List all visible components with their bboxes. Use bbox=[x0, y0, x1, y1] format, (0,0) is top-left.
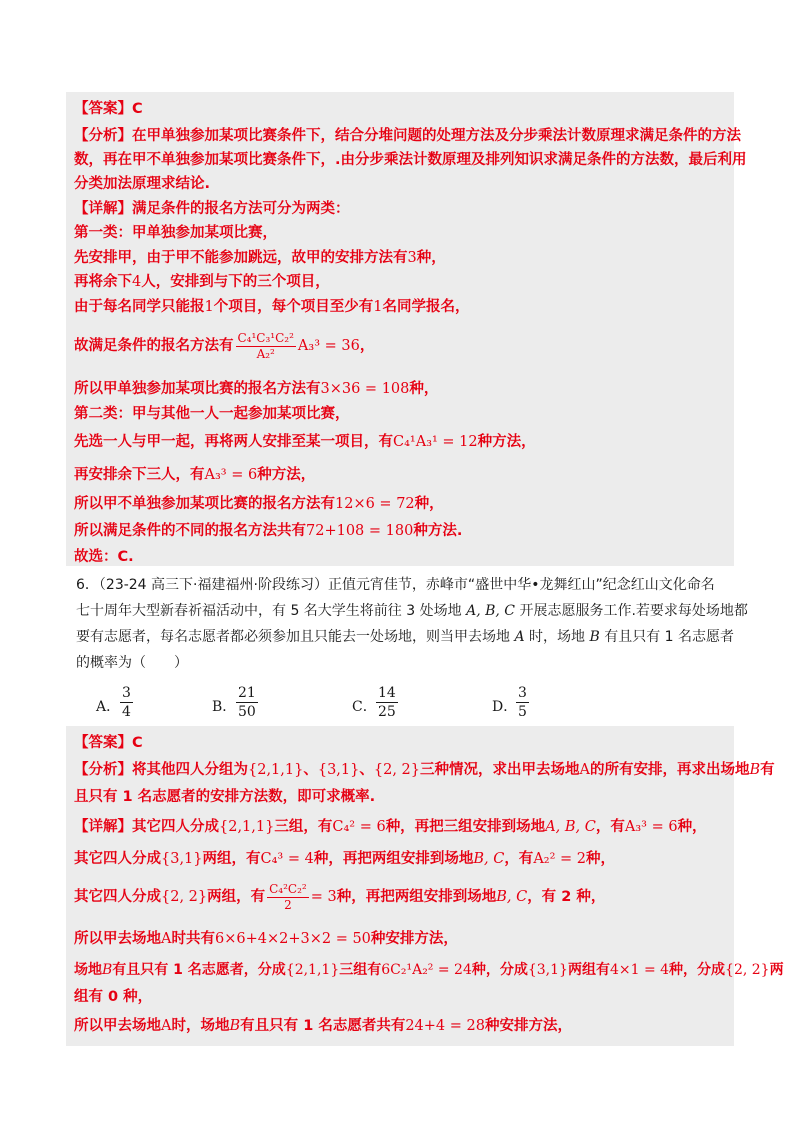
detail2-line-3: 其它四人分成{2, 2}两组，有 $\frac{\text{C₄²C₂²}}{2}$ = 3种，再把两组安排到场地B, C，有 2 种， bbox=[74, 881, 606, 912]
detail2-line-6: 组有 0 种， bbox=[74, 989, 153, 1005]
analysis-line-2: 数，再在甲不单独参加某项比赛条件下，.由分步乘法计数原理及排列知识求满足条件的方法数，最后利用 bbox=[74, 152, 747, 168]
detail-line-a4: 故满足条件的报名方法有 $\frac{\text{C₄¹C₃¹C₂²}}{\text{A₂²}}$ A₃³ = 36， bbox=[74, 330, 375, 361]
document-page: 【答案】C 【分析】在甲单独参加某项比赛条件下，结合分堆问题的处理方法及分步乘法计数原理求满足条件的方法 数，再在甲不单独参加某项比赛条件下，.由分步乘法计数原理及排列知识求满足条件的方法数，最后利用 分类加法原理求结论. 【详解】满足条件的报名方法可分为两类： 第一类：甲单独参加某项比赛， 先安排甲，由于甲不能参加跳远，故甲的安排方法有3种， 再将余下4人，安排到与下的三个项目， 由于每名同学只能报1个项目，每个项目至少有1名同学报名， 故满足条件的报名方法有 $\frac{\text{C₄¹C₃¹C₂²}}{\text{A₂²}}$ A₃³ = 36， 所以甲单独参加某项比赛的报名方法有3×36 = 108种， 第二类：甲与其他一人一起参加某项比赛， 先选一人与甲一起，再将两人安排至某一项目，有C₄¹A₃¹ = 12种方法， 再安排余下三人，有A₃³ = 6种方法， 所以甲不单独参加某项比赛的报名方法有12×6 = 72种， 所以满足条件的不同的报名方法共有72+108 = 180种方法. 故选：C. 6．（23-24 高三下·福建福州·阶段练习）正值元宵佳节，赤峰市“盛世中华•龙舞红山”纪念红山文化命名 七十周年大型新春祈福活动中，有 5 名大学生将前往 3 处场地 A, B, C 开展志愿服务工作.若要求每处场地都 要有志愿者，每名志愿者都必须参加且只能去一处场地，则当甲去场地 A 时，场地 B 有且只有 1 名志愿者 的概率为（ ） A． $\frac{3}{4}$ B． $\frac{21}{50}$ C． $\frac{14}{25}$ D． $\frac{3}{5}$ 【答案】C 【分析】将其他四人分组为{2,1,1}、{3,1}、{2, 2}三种情况，求出甲去场地A的所有安排，再求出场地B有 且只有 1 名志愿者的安排方法数，即可求概率. 【详解】其它四人分成{2,1,1}三组，有C₄² = 6种，再把三组安排到场地A, B, C，有A₃³ = 6种， 其它四人分成{3,1}两组，有C₄³ = 4种，再把两组安排到场地B, C，有A₂² = 2种， 其它四人分成{2, 2}两组，有 $\frac{\text{C₄²C₂²}}{2}$ = 3种，再把两组安排到场地B, C，有 2 种， 所以甲去场地A时共有6×6+4×2+3×2 = 50种安排方法， 场地B有且只有 1 名志愿者，分成{2,1,1}三组有6C₂¹A₂² = 24种，分成{3,1}两组有4×1 = 4种，分成{2, 2}两 组有 0 种， 所以甲去场地A时，场地B有且只有 1 名志愿者共有24+4 = 28种安排方法， bbox=[0, 0, 800, 1132]
detail-line-a5: 所以甲单独参加某项比赛的报名方法有3×36 = 108种， bbox=[74, 381, 439, 397]
fraction-formula-2: $\frac{\text{C₄²C₂²}}{2}$ bbox=[269, 881, 307, 912]
analysis-line-1: 【分析】在甲单独参加某项比赛条件下，结合分堆问题的处理方法及分步乘法计数原理求满足条件的方法 bbox=[74, 128, 741, 144]
question-line-1: 6．（23-24 高三下·福建福州·阶段练习）正值元宵佳节，赤峰市“盛世中华•龙舞红山”纪念红山文化命名 bbox=[76, 577, 715, 593]
detail-line-1: 【详解】满足条件的报名方法可分为两类： bbox=[74, 201, 350, 217]
question-line-3: 要有志愿者，每名志愿者都必须参加且只能去一处场地，则当甲去场地 A 时，场地 B 有且只有 1 名志愿者 bbox=[76, 629, 735, 645]
detail2-line-7: 所以甲去场地A时，场地B有且只有 1 名志愿者共有24+4 = 28种安排方法， bbox=[74, 1018, 572, 1034]
answer-line-1: 【答案】C bbox=[74, 101, 143, 117]
detail-line-b3: 所以甲不单独参加某项比赛的报名方法有12×6 = 72种， bbox=[74, 496, 444, 512]
detail-line-a2: 再将余下4人，安排到与下的三个项目， bbox=[74, 274, 330, 290]
detail-line-a1: 先安排甲，由于甲不能参加跳远，故甲的安排方法有3种， bbox=[74, 250, 446, 266]
question-line-4: 的概率为（ ） bbox=[76, 655, 188, 671]
answer-line-2: 【答案】C bbox=[74, 735, 143, 751]
detail-line-b1: 先选一人与甲一起，再将两人安排至某一项目，有C₄¹A₃¹ = 12种方法， bbox=[74, 434, 536, 450]
detail-line-b2: 再安排余下三人，有A₃³ = 6种方法， bbox=[74, 467, 316, 483]
class2-heading: 第二类：甲与其他一人一起参加某项比赛， bbox=[74, 406, 350, 422]
detail2-line-4: 所以甲去场地A时共有6×6+4×2+3×2 = 50种安排方法， bbox=[74, 931, 458, 947]
question-line-2: 七十周年大型新春祈福活动中，有 5 名大学生将前往 3 处场地 A, B, C 开展志愿服务工作.若要求每处场地都 bbox=[76, 603, 748, 619]
analysis2-line-1: 【分析】将其他四人分组为{2,1,1}、{3,1}、{2, 2}三种情况，求出甲去场地A的所有安排，再求出场地B有 bbox=[74, 762, 775, 778]
detail2-line-1: 【详解】其它四人分成{2,1,1}三组，有C₄² = 6种，再把三组安排到场地A, B, C，有A₃³ = 6种， bbox=[74, 819, 707, 835]
choose-line-1: 故选：C. bbox=[74, 549, 134, 565]
detail2-line-2: 其它四人分成{3,1}两组，有C₄³ = 4种，再把两组安排到场地B, C，有A₂² = 2种， bbox=[74, 851, 616, 867]
analysis-line-3: 分类加法原理求结论. bbox=[74, 176, 211, 192]
analysis2-line-2: 且只有 1 名志愿者的安排方法数，即可求概率. bbox=[74, 789, 376, 805]
class1-heading: 第一类：甲单独参加某项比赛， bbox=[74, 225, 277, 241]
detail-line-a3: 由于每名同学只能报1个项目，每个项目至少有1名同学报名， bbox=[74, 299, 470, 315]
detail2-line-5: 场地B有且只有 1 名志愿者，分成{2,1,1}三组有6C₂¹A₂² = 24种，分成{3,1}两组有4×1 = 4种，分成{2, 2}两 bbox=[74, 962, 784, 978]
detail-line-b4: 所以满足条件的不同的报名方法共有72+108 = 180种方法. bbox=[74, 523, 463, 539]
fraction-formula: $\frac{\text{C₄¹C₃¹C₂²}}{\text{A₂²}}$ bbox=[237, 330, 294, 361]
